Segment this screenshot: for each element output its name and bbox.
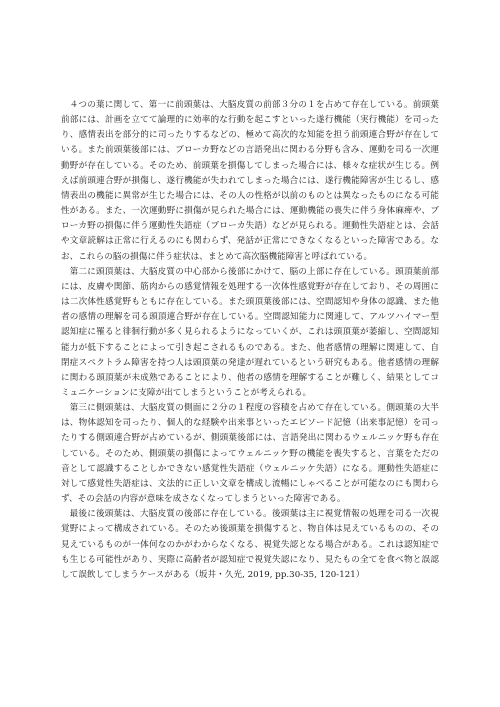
paragraph-frontal-lobe: ４つの葉に関して、第一に前頭葉は、大脳皮質の前部３分の１を占めて存在している。前頭葉前部には、計画を立てて論理的に効率的な行動を起こすといった遂行機能（実行機能）を司ったり、感情表出を部分的に司ったりするなどの、極めて高次的な知能を担う前頭連合野が存在している。また前頭葉後部には、ブローカ野などの言語発出に関わる分野も含み、運動を司る一次運動野が存在している。そのため、前頭葉を損傷してしまった場合には、様々な症状が生じる。例えば前頭連合野が損傷し、遂行機能が失われてしまった場合には、遂行機能障害が生じるし、感情表出の機能に異常が生じた場合には、その人の性格が以前のものとは異なったものになる可能性がある。また、一次運動野に損傷が見られた場合には、運動機能の喪失に伴う身体麻痺や、ブローカ野の損傷に伴う運動性失語症（ブローカ失語）などが見られる。運動性失語症とは、会話や文章読解は正常に行えるのにも関わらず、発話が正常にできなくなるといった障害である。なお、これらの脳の損傷に伴う症状は、まとめて高次脳機能障害と呼ばれている。	[61, 100, 439, 262]
paragraph-temporal-lobe: 第三に側頭葉は、大脳皮質の側面に２分の１程度の容積を占めて存在している。側頭葉の大半は、物体認知を司ったり、個人的な経験や出来事といったエピソード記憶（出来事記憶）を司ったりする側頭連合野が占めているが、側頭葉後部には、言語発出に関わるウェルニッケ野も存在している。そのため、側頭葉の損傷によってウェルニッケ野の機能を喪失すると、言葉をただの音として認識することしかできない感覚性失語症（ウェルニッケ失語）になる。運動性失語症に対して感覚性失語症は、文法的に正しい文章を構成し流暢にしゃべることが可能なのにも関わらず、その会話の内容が意味を成さなくなってしまうといった障害である。	[61, 403, 439, 505]
document-body	[61, 98, 439, 583]
paragraph-parietal-lobe: 第二に頭頂葉は、大脳皮質の中心部から後部にかけて、脳の上部に存在している。頭頂葉前部には、皮膚や関節、筋肉からの感覚情報を処理する一次体性感覚野が存在しており、その周囲には二次体性感覚野もともに存在している。また頭頂葉後部には、空間認知や身体の認識、また他者の感情の理解を司る頭頂連合野が存在している。空間認知能力に関連して、アルツハイマー型認知症に罹ると徘徊行動が多く見られるようになっていくが、これは頭頂葉が萎縮し、空間認知能力が低下することによって引き起こされるものである。また、他者感情の理解に関連して、自閉症スペクトラム障害を持つ人は頭頂葉の発達が遅れているという研究もある。他者感情の理解に関わる頭頂葉が未成熟であることにより、他者の感情を理解することが難しく、結果としてコミュニケーションに支障が出てしまうということが考えられる。	[61, 266, 439, 398]
paragraph-occipital-lobe: 最後に後頭葉は、大脳皮質の後部に存在している。後頭葉は主に視覚情報の処理を司る一次視覚野によって構成されている。そのため後頭葉を損傷すると、物自体は見えているものの、その見えているものが一体何なのかがわからなくなる、視覚失認となる場合がある。これは認知症でも生じる可能性があり、実際に高齢者が認知症で視覚失認になり、見たもの全てを食べ物と誤認して誤飲してしまうケースがある（坂井・久光, 2019, pp.30-35, 120-121）	[61, 509, 439, 580]
